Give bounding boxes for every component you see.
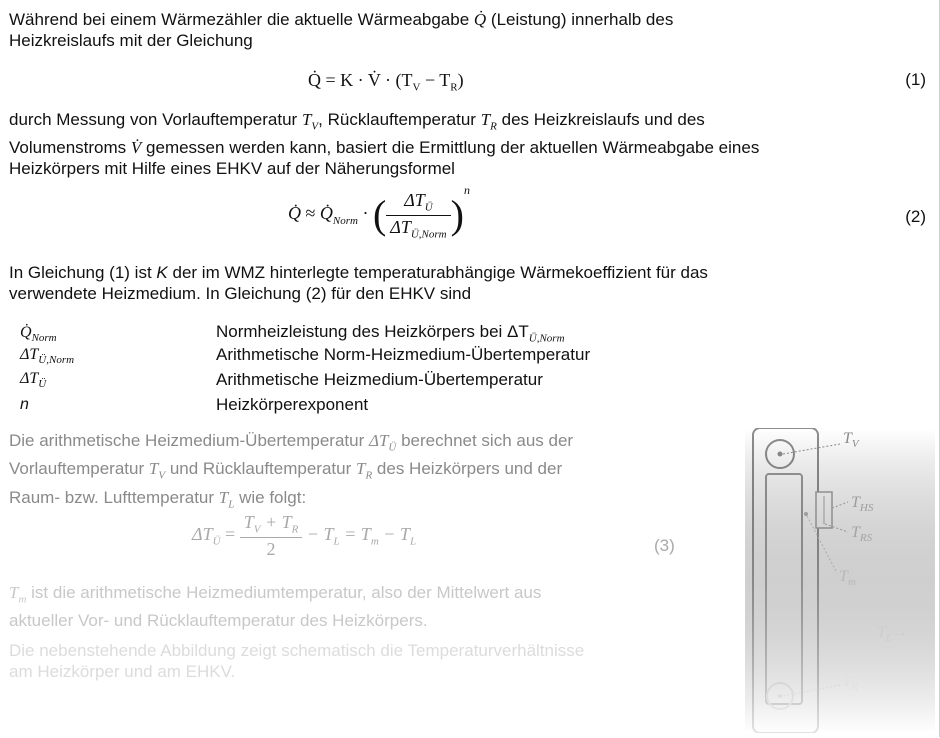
paragraph-overtemperature: Die arithmetische Heizmedium-Übertemperatur $\Delta T_Ü$ berechnet sich aus der Vorlauftemperatur $T_V$ und Rücklauftemperatur $T_R$ des Heizkörpers und der Raum- bzw. Lufttemperatur $T_L$ wie folgt: — [9, 431, 574, 511]
arrow-right-icon: → — [892, 624, 909, 641]
paragraph-figure-reference: Die nebenstehende Abbildung zeigt schematisch die Temperaturverhältnisse am Heizkörper und am EHKV. — [9, 641, 585, 681]
paragraph-intro: Während bei einem Wärmezähler die aktuelle Wärmeabgabe Q̇ (Leistung) innerhalb des Heizkreislaufs mit der Gleichung — [9, 10, 674, 50]
q-dot-symbol: Q̇ — [473, 10, 487, 29]
fraction-mean-temperature: $\frac{T_V + T_R}{2}$ — [240, 512, 303, 560]
definition-symbol: $\Delta T_Ü$ — [20, 370, 47, 391]
equation-1: Q̇ = K · V̇ · $(T_V - T_R)$ — [308, 70, 464, 94]
paragraph-mean-temperature: $T_m$ ist die arithmetische Heizmediumtemperatur, also der Mittelwert aus aktueller Vor- und Rücklauftemperatur des Heizkörpers. — [9, 583, 542, 631]
equation-3-number: (3) — [654, 536, 675, 555]
definition-text: Arithmetische Norm-Heizmedium-Übertemperatur — [216, 345, 591, 364]
paragraph-measurement: durch Messung von Vorlauftemperatur $T_V$, Rücklauftemperatur $T_R$ des Heizkreislaufs und des Volumenstroms V̇ gemessen werden kann, basiert die Ermittlung der aktuellen Wärmeabgabe eines Heizkörpers mit Hilfe eines EHKV auf der Näherungsformel — [9, 110, 760, 179]
definition-text: Heizkörperexponent — [216, 395, 369, 414]
equation-2-number: (2) — [905, 207, 926, 226]
fraction-delta-t: $\frac{\Delta T_Ü}{\Delta T_{Ü,Norm}}$ — [386, 190, 450, 240]
label-ths: $T_{HS}$ — [851, 494, 874, 515]
paragraph-coefficient: In Gleichung (1) ist K der im WMZ hinterlegte temperaturabhängige Wärmekoeffizient für das verwendete Heizmedium. In Gleichung (2) für den EHKV sind — [9, 263, 708, 303]
radiator-diagram — [745, 428, 935, 733]
label-tv: $T_V$ — [843, 430, 859, 451]
definition-text: Arithmetische Heizmedium-Übertemperatur — [216, 370, 543, 389]
label-trs: $T_{RS}$ — [851, 524, 873, 545]
definition-symbol: $Q̇_{Norm}$ — [20, 324, 57, 345]
label-tm: $T_m$ — [839, 568, 856, 589]
equation-1-number: (1) — [905, 70, 926, 89]
definition-text: Normheizleistung des Heizkörpers bei $\Delta T_{Ü,Norm}$ — [216, 322, 565, 345]
equation-3: $\Delta T_Ü$ = $\frac{T_V + T_R}{2}$ − $T_L = T_m - T_L$ — [192, 512, 417, 559]
definition-symbol: $\Delta T_{Ü,Norm}$ — [20, 346, 75, 367]
equation-2: Q̇ ≈ $Q̇_{Norm}$ · ( $\frac{\Delta T_Ü}{\Delta T_{Ü,Norm}}$ )$^n$ — [288, 183, 470, 241]
label-tr: $T_R$ — [843, 674, 859, 693]
definition-symbol: n — [20, 396, 29, 413]
label-tl: $T_L\to$ — [877, 624, 909, 645]
